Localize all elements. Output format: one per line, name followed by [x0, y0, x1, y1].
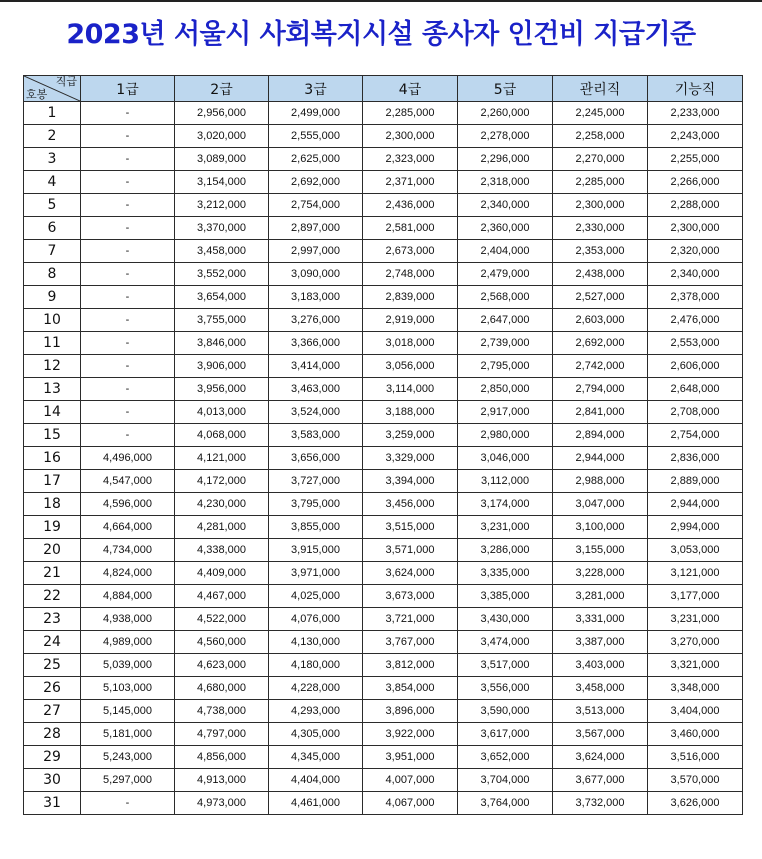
salary-cell: 2,692,000: [269, 171, 363, 194]
salary-cell: 4,338,000: [175, 539, 269, 562]
salary-cell: -: [81, 286, 175, 309]
salary-cell: 2,285,000: [363, 102, 458, 125]
salary-cell: 4,623,000: [175, 654, 269, 677]
salary-cell: 5,297,000: [81, 769, 175, 792]
salary-cell: 4,013,000: [175, 401, 269, 424]
salary-cell: 2,748,000: [363, 263, 458, 286]
salary-cell: 2,841,000: [553, 401, 648, 424]
salary-cell: 5,243,000: [81, 746, 175, 769]
salary-cell: 3,177,000: [648, 585, 743, 608]
salary-cell: 2,754,000: [269, 194, 363, 217]
salary-cell: 2,340,000: [458, 194, 553, 217]
salary-cell: 2,692,000: [553, 332, 648, 355]
salary-cell: 3,951,000: [363, 746, 458, 769]
salary-cell: 3,090,000: [269, 263, 363, 286]
salary-cell: -: [81, 355, 175, 378]
salary-cell: 2,754,000: [648, 424, 743, 447]
table-row: [24, 401, 743, 424]
salary-cell: 4,824,000: [81, 562, 175, 585]
table-row: [24, 516, 743, 539]
salary-cell: 2,323,000: [363, 148, 458, 171]
step-cell: 10: [24, 309, 81, 332]
table-row: [24, 493, 743, 516]
salary-cell: 4,130,000: [269, 631, 363, 654]
salary-cell: 4,461,000: [269, 792, 363, 815]
salary-cell: 2,499,000: [269, 102, 363, 125]
salary-cell: 2,404,000: [458, 240, 553, 263]
salary-cell: 4,738,000: [175, 700, 269, 723]
salary-cell: 2,919,000: [363, 309, 458, 332]
step-cell: 3: [24, 148, 81, 171]
salary-cell: 2,340,000: [648, 263, 743, 286]
step-cell: 31: [24, 792, 81, 815]
salary-cell: 2,476,000: [648, 309, 743, 332]
step-cell: 6: [24, 217, 81, 240]
salary-cell: 4,467,000: [175, 585, 269, 608]
salary-cell: 3,673,000: [363, 585, 458, 608]
salary-cell: 2,371,000: [363, 171, 458, 194]
salary-cell: 4,230,000: [175, 493, 269, 516]
salary-cell: 3,795,000: [269, 493, 363, 516]
salary-cell: 2,243,000: [648, 125, 743, 148]
table-row: [24, 171, 743, 194]
table-row: [24, 769, 743, 792]
salary-cell: 2,438,000: [553, 263, 648, 286]
salary-cell: 2,836,000: [648, 447, 743, 470]
table-row: [24, 263, 743, 286]
step-cell: 30: [24, 769, 81, 792]
salary-cell: -: [81, 240, 175, 263]
salary-cell: 3,329,000: [363, 447, 458, 470]
salary-cell: -: [81, 194, 175, 217]
salary-cell: 2,245,000: [553, 102, 648, 125]
salary-cell: 3,460,000: [648, 723, 743, 746]
salary-cell: 3,906,000: [175, 355, 269, 378]
step-cell: 25: [24, 654, 81, 677]
salary-cell: 3,570,000: [648, 769, 743, 792]
table-row: [24, 148, 743, 171]
table-row: [24, 470, 743, 493]
corner-step-label: 호봉: [26, 88, 48, 101]
salary-cell: 2,889,000: [648, 470, 743, 493]
salary-cell: -: [81, 148, 175, 171]
table-row: [24, 700, 743, 723]
salary-cell: 3,896,000: [363, 700, 458, 723]
salary-cell: 5,039,000: [81, 654, 175, 677]
table-row: [24, 378, 743, 401]
salary-cell: 3,231,000: [648, 608, 743, 631]
salary-cell: 4,345,000: [269, 746, 363, 769]
salary-cell: 4,989,000: [81, 631, 175, 654]
table-row: [24, 447, 743, 470]
salary-cell: 3,583,000: [269, 424, 363, 447]
corner-header-cell: [24, 76, 81, 102]
salary-cell: 2,296,000: [458, 148, 553, 171]
col-header-technical: 기능직: [648, 76, 743, 102]
salary-cell: 3,155,000: [553, 539, 648, 562]
salary-cell: 3,183,000: [269, 286, 363, 309]
salary-cell: 2,568,000: [458, 286, 553, 309]
col-header-grade-2: 2급: [175, 76, 269, 102]
salary-cell: 3,617,000: [458, 723, 553, 746]
salary-cell: 3,281,000: [553, 585, 648, 608]
table-row: [24, 240, 743, 263]
header-row: [24, 76, 743, 102]
table-row: [24, 746, 743, 769]
salary-table: [23, 75, 743, 815]
corner-grade-label: 직급: [55, 75, 77, 88]
salary-cell: 5,145,000: [81, 700, 175, 723]
salary-cell: 3,046,000: [458, 447, 553, 470]
salary-cell: 3,270,000: [648, 631, 743, 654]
salary-cell: 3,089,000: [175, 148, 269, 171]
table-row: [24, 286, 743, 309]
salary-cell: 3,727,000: [269, 470, 363, 493]
salary-cell: 2,278,000: [458, 125, 553, 148]
salary-cell: 3,228,000: [553, 562, 648, 585]
step-cell: 23: [24, 608, 81, 631]
salary-cell: 4,734,000: [81, 539, 175, 562]
salary-cell: 3,114,000: [363, 378, 458, 401]
salary-cell: 3,348,000: [648, 677, 743, 700]
salary-cell: 3,404,000: [648, 700, 743, 723]
salary-cell: 3,403,000: [553, 654, 648, 677]
salary-cell: 2,603,000: [553, 309, 648, 332]
step-cell: 29: [24, 746, 81, 769]
salary-cell: 2,300,000: [553, 194, 648, 217]
salary-cell: 4,973,000: [175, 792, 269, 815]
salary-cell: 4,281,000: [175, 516, 269, 539]
salary-cell: 4,025,000: [269, 585, 363, 608]
salary-cell: 3,571,000: [363, 539, 458, 562]
salary-cell: 2,742,000: [553, 355, 648, 378]
salary-cell: 4,913,000: [175, 769, 269, 792]
salary-cell: 3,212,000: [175, 194, 269, 217]
salary-cell: 3,370,000: [175, 217, 269, 240]
salary-cell: 2,555,000: [269, 125, 363, 148]
col-header-grade-1: 1급: [81, 76, 175, 102]
salary-cell: 3,626,000: [648, 792, 743, 815]
salary-cell: 4,007,000: [363, 769, 458, 792]
step-cell: 13: [24, 378, 81, 401]
salary-cell: 2,956,000: [175, 102, 269, 125]
salary-cell: 3,463,000: [269, 378, 363, 401]
salary-cell: 2,994,000: [648, 516, 743, 539]
step-cell: 5: [24, 194, 81, 217]
col-header-grade-5: 5급: [458, 76, 553, 102]
table-row: [24, 217, 743, 240]
step-cell: 4: [24, 171, 81, 194]
salary-cell: 3,321,000: [648, 654, 743, 677]
salary-cell: 3,846,000: [175, 332, 269, 355]
step-cell: 27: [24, 700, 81, 723]
salary-cell: 2,320,000: [648, 240, 743, 263]
salary-cell: 3,513,000: [553, 700, 648, 723]
salary-cell: -: [81, 309, 175, 332]
salary-cell: -: [81, 378, 175, 401]
salary-cell: 4,409,000: [175, 562, 269, 585]
salary-cell: 3,387,000: [553, 631, 648, 654]
salary-cell: 3,677,000: [553, 769, 648, 792]
table-row: [24, 723, 743, 746]
salary-cell: 3,385,000: [458, 585, 553, 608]
step-cell: 8: [24, 263, 81, 286]
salary-cell: 5,103,000: [81, 677, 175, 700]
salary-cell: 2,897,000: [269, 217, 363, 240]
salary-cell: 3,755,000: [175, 309, 269, 332]
step-cell: 15: [24, 424, 81, 447]
salary-cell: 2,894,000: [553, 424, 648, 447]
salary-cell: 3,552,000: [175, 263, 269, 286]
salary-cell: 2,285,000: [553, 171, 648, 194]
salary-cell: 3,335,000: [458, 562, 553, 585]
salary-cell: 4,067,000: [363, 792, 458, 815]
step-cell: 1: [24, 102, 81, 125]
salary-cell: 2,260,000: [458, 102, 553, 125]
salary-cell: 2,378,000: [648, 286, 743, 309]
salary-cell: 3,956,000: [175, 378, 269, 401]
salary-cell: 3,053,000: [648, 539, 743, 562]
step-cell: 21: [24, 562, 81, 585]
salary-cell: 3,331,000: [553, 608, 648, 631]
salary-cell: -: [81, 792, 175, 815]
salary-cell: 2,255,000: [648, 148, 743, 171]
salary-cell: 4,293,000: [269, 700, 363, 723]
table-row: [24, 631, 743, 654]
salary-cell: 3,624,000: [363, 562, 458, 585]
step-cell: 20: [24, 539, 81, 562]
step-cell: 2: [24, 125, 81, 148]
salary-cell: 3,855,000: [269, 516, 363, 539]
salary-cell: -: [81, 332, 175, 355]
table-row: [24, 125, 743, 148]
salary-cell: 2,850,000: [458, 378, 553, 401]
salary-cell: 2,581,000: [363, 217, 458, 240]
table-body: [24, 102, 743, 815]
salary-cell: 2,648,000: [648, 378, 743, 401]
salary-cell: 2,739,000: [458, 332, 553, 355]
salary-cell: 2,606,000: [648, 355, 743, 378]
salary-cell: 2,980,000: [458, 424, 553, 447]
salary-cell: 3,854,000: [363, 677, 458, 700]
salary-cell: 4,228,000: [269, 677, 363, 700]
table-row: [24, 194, 743, 217]
salary-cell: 3,732,000: [553, 792, 648, 815]
salary-cell: 3,286,000: [458, 539, 553, 562]
salary-cell: 3,922,000: [363, 723, 458, 746]
salary-cell: 3,154,000: [175, 171, 269, 194]
salary-cell: 3,047,000: [553, 493, 648, 516]
step-cell: 9: [24, 286, 81, 309]
salary-cell: 3,767,000: [363, 631, 458, 654]
salary-cell: 3,112,000: [458, 470, 553, 493]
step-cell: 28: [24, 723, 81, 746]
table-row: [24, 792, 743, 815]
table-row: [24, 677, 743, 700]
salary-cell: 3,704,000: [458, 769, 553, 792]
salary-cell: 3,656,000: [269, 447, 363, 470]
salary-cell: 2,625,000: [269, 148, 363, 171]
salary-cell: 4,180,000: [269, 654, 363, 677]
table-row: [24, 332, 743, 355]
salary-cell: 4,522,000: [175, 608, 269, 631]
salary-cell: 3,366,000: [269, 332, 363, 355]
salary-cell: 2,647,000: [458, 309, 553, 332]
salary-cell: 3,458,000: [553, 677, 648, 700]
salary-cell: 2,360,000: [458, 217, 553, 240]
salary-cell: 3,654,000: [175, 286, 269, 309]
step-cell: 12: [24, 355, 81, 378]
salary-cell: 3,458,000: [175, 240, 269, 263]
salary-cell: 3,971,000: [269, 562, 363, 585]
salary-cell: 4,560,000: [175, 631, 269, 654]
salary-cell: 2,553,000: [648, 332, 743, 355]
step-cell: 14: [24, 401, 81, 424]
table-row: [24, 585, 743, 608]
step-cell: 16: [24, 447, 81, 470]
salary-cell: 4,547,000: [81, 470, 175, 493]
salary-cell: 2,479,000: [458, 263, 553, 286]
salary-cell: 3,174,000: [458, 493, 553, 516]
salary-cell: 2,997,000: [269, 240, 363, 263]
salary-cell: 4,076,000: [269, 608, 363, 631]
salary-cell: 4,884,000: [81, 585, 175, 608]
top-border-line: [0, 0, 762, 2]
step-cell: 26: [24, 677, 81, 700]
col-header-grade-4: 4급: [363, 76, 458, 102]
salary-cell: 3,056,000: [363, 355, 458, 378]
salary-cell: 4,121,000: [175, 447, 269, 470]
salary-cell: 3,624,000: [553, 746, 648, 769]
salary-cell: 3,567,000: [553, 723, 648, 746]
table-row: [24, 102, 743, 125]
salary-cell: 2,673,000: [363, 240, 458, 263]
salary-cell: 3,394,000: [363, 470, 458, 493]
salary-cell: 3,231,000: [458, 516, 553, 539]
table-row: [24, 424, 743, 447]
salary-cell: 2,300,000: [363, 125, 458, 148]
salary-cell: -: [81, 102, 175, 125]
salary-cell: 3,721,000: [363, 608, 458, 631]
salary-cell: 2,258,000: [553, 125, 648, 148]
salary-cell: 4,172,000: [175, 470, 269, 493]
salary-cell: -: [81, 125, 175, 148]
step-cell: 19: [24, 516, 81, 539]
salary-cell: 3,100,000: [553, 516, 648, 539]
salary-cell: 2,708,000: [648, 401, 743, 424]
salary-cell: 3,430,000: [458, 608, 553, 631]
salary-cell: 2,436,000: [363, 194, 458, 217]
salary-cell: 2,944,000: [648, 493, 743, 516]
salary-cell: 2,917,000: [458, 401, 553, 424]
salary-cell: 5,181,000: [81, 723, 175, 746]
salary-cell: 3,524,000: [269, 401, 363, 424]
salary-cell: 3,456,000: [363, 493, 458, 516]
salary-cell: 2,795,000: [458, 355, 553, 378]
salary-cell: 2,353,000: [553, 240, 648, 263]
salary-cell: 3,556,000: [458, 677, 553, 700]
salary-cell: 4,680,000: [175, 677, 269, 700]
salary-cell: 2,527,000: [553, 286, 648, 309]
salary-cell: 2,318,000: [458, 171, 553, 194]
salary-cell: 4,797,000: [175, 723, 269, 746]
salary-cell: 3,474,000: [458, 631, 553, 654]
salary-cell: 3,276,000: [269, 309, 363, 332]
table-row: [24, 654, 743, 677]
table-row: [24, 355, 743, 378]
step-cell: 22: [24, 585, 81, 608]
page-title: 2023년 서울시 사회복지시설 종사자 인건비 지급기준: [66, 19, 696, 50]
salary-cell: 4,068,000: [175, 424, 269, 447]
table-row: [24, 608, 743, 631]
salary-cell: 3,516,000: [648, 746, 743, 769]
salary-cell: 3,764,000: [458, 792, 553, 815]
salary-cell: 3,188,000: [363, 401, 458, 424]
table-row: [24, 539, 743, 562]
step-cell: 17: [24, 470, 81, 493]
salary-cell: 2,288,000: [648, 194, 743, 217]
salary-cell: 2,988,000: [553, 470, 648, 493]
salary-cell: 2,794,000: [553, 378, 648, 401]
salary-cell: 3,517,000: [458, 654, 553, 677]
step-cell: 7: [24, 240, 81, 263]
salary-cell: 3,121,000: [648, 562, 743, 585]
salary-cell: 3,020,000: [175, 125, 269, 148]
salary-cell: 4,938,000: [81, 608, 175, 631]
col-header-management: 관리직: [553, 76, 648, 102]
salary-cell: 2,270,000: [553, 148, 648, 171]
salary-cell: -: [81, 171, 175, 194]
salary-cell: 3,414,000: [269, 355, 363, 378]
step-cell: 11: [24, 332, 81, 355]
salary-cell: 3,590,000: [458, 700, 553, 723]
salary-cell: 3,259,000: [363, 424, 458, 447]
salary-cell: 3,018,000: [363, 332, 458, 355]
salary-cell: 4,404,000: [269, 769, 363, 792]
salary-cell: -: [81, 263, 175, 286]
salary-cell: 4,664,000: [81, 516, 175, 539]
table-row: [24, 309, 743, 332]
salary-cell: 3,915,000: [269, 539, 363, 562]
salary-cell: 4,496,000: [81, 447, 175, 470]
salary-cell: 4,856,000: [175, 746, 269, 769]
salary-cell: 2,233,000: [648, 102, 743, 125]
salary-cell: -: [81, 401, 175, 424]
salary-cell: 2,266,000: [648, 171, 743, 194]
step-cell: 24: [24, 631, 81, 654]
salary-cell: 3,515,000: [363, 516, 458, 539]
salary-cell: 2,839,000: [363, 286, 458, 309]
salary-cell: 4,596,000: [81, 493, 175, 516]
salary-cell: 2,330,000: [553, 217, 648, 240]
col-header-grade-3: 3급: [269, 76, 363, 102]
salary-cell: -: [81, 424, 175, 447]
salary-cell: 3,652,000: [458, 746, 553, 769]
salary-cell: 2,300,000: [648, 217, 743, 240]
salary-cell: 2,944,000: [553, 447, 648, 470]
step-cell: 18: [24, 493, 81, 516]
salary-cell: 4,305,000: [269, 723, 363, 746]
table-row: [24, 562, 743, 585]
salary-cell: 3,812,000: [363, 654, 458, 677]
salary-cell: -: [81, 217, 175, 240]
